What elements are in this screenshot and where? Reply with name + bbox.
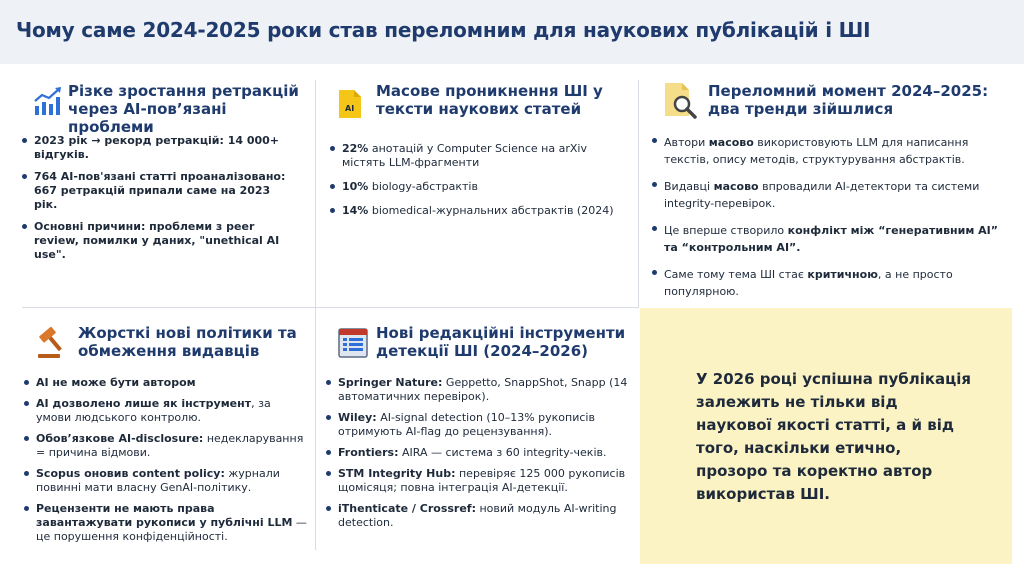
list-item: AI дозволено лише як інструмент, за умови людського контролю. [36,397,308,425]
list-item: Це вперше створило конфлікт між “генеративним AI” та “контрольним AI”. [664,222,1012,256]
svg-text:AI: AI [345,104,355,113]
list-item: 764 AI-пов'язані статті проаналізовано: 667 ретракцій припали саме на 2023 рік. [34,170,292,212]
panel-heading: Переломний момент 2024–2025: два тренди зійшлися [708,82,989,118]
penetration-list [342,142,622,218]
list-item: AI не може бути автором [36,376,308,390]
list-item: 2023 рік → рекорд ретракцій: 14 000+ відгуків. [34,134,292,162]
panel-header [336,82,626,140]
panel-header [32,82,312,136]
list-item: 10% biology-абстрактів [342,180,622,194]
list-item: Видавці масово впровадили AI-детектори та системи integrity-перевірок. [664,178,1012,212]
turning-point-list [664,134,1012,300]
title-bar [0,0,1024,64]
list-item: Springer Nature: Geppetto, SnappShot, Snapp (14 автоматичних перевірок). [338,376,628,403]
list-item: Основні причини: проблеми з peer review, помилки у даних, "unethical AI use". [34,220,292,262]
page-title: Чому саме 2024-2025 роки став переломним для наукових публікацій і ШІ [16,18,871,42]
conclusion-box [640,308,1012,564]
divider-horizontal [22,307,638,308]
list-item: Автори масово використовують LLM для написання текстів, опису методів, структурування абстрактів. [664,134,1012,168]
panel-retractions [32,82,312,262]
list-item: Frontiers: AIRA — система з 60 integrity-чеків. [338,446,628,460]
divider-vertical-2 [638,80,639,308]
panel-tools [338,324,628,530]
panel-heading: Жорсткі нові політики та обмеження видавців [78,324,297,360]
panel-header [662,82,1012,130]
list-item: iThenticate / Crossref: новий модуль AI-writing detection. [338,502,628,530]
panel-heading: Нові редакційні інструменти детекції ШІ (2024–2026) [376,324,626,360]
panel-heading: Різке зростання ретракцій через AI-пов’язані проблеми [68,82,299,136]
panel-turning-point [662,82,1012,300]
panel-penetration [336,82,626,218]
policies-list [36,376,308,544]
tools-list [338,376,628,530]
list-document-icon [338,328,368,358]
list-item: Рецензенти не мають права завантажувати рукописи у публічні LLM — це порушення конфіденційності. [36,502,307,543]
list-item: 22% анотацій у Computer Science на arXiv містять LLM-фрагменти [342,142,622,170]
retractions-list [34,134,292,262]
panel-header [36,324,311,372]
document-search-icon [662,82,698,120]
list-item: 14% biomedical-журнальних абстрактів (2024) [342,204,622,218]
conclusion-text: У 2026 році успішна публікація залежить не тільки від наукової якості статті, а й від того, наскільки етично, прозоро та коректно автор використав ШІ. [696,370,972,503]
list-item: Wiley: AI-signal detection (10–13% рукописів отримують AI-flag до рецензування). [338,411,628,439]
gavel-icon [36,326,68,360]
list-item: Scopus оновив content policy: журнали повинні мати власну GenAI-політику. [36,467,308,495]
chart-growth-icon [32,86,64,118]
panel-heading: Масове проникнення ШІ у тексти наукових статей [376,82,603,118]
divider-vertical-1 [315,80,316,550]
list-item: STM Integrity Hub: перевіряє 125 000 рукописів щомісяця; повна інтеграція AI-детекції. [338,467,628,495]
panel-header [338,324,628,372]
ai-document-icon [336,88,364,120]
list-item: Саме тому тема ШІ стає критичною, а не просто популярною. [664,266,1012,300]
panel-policies [36,324,311,544]
list-item: Обов’язкове AI-disclosure: недекларування = причина відмови. [36,432,308,460]
